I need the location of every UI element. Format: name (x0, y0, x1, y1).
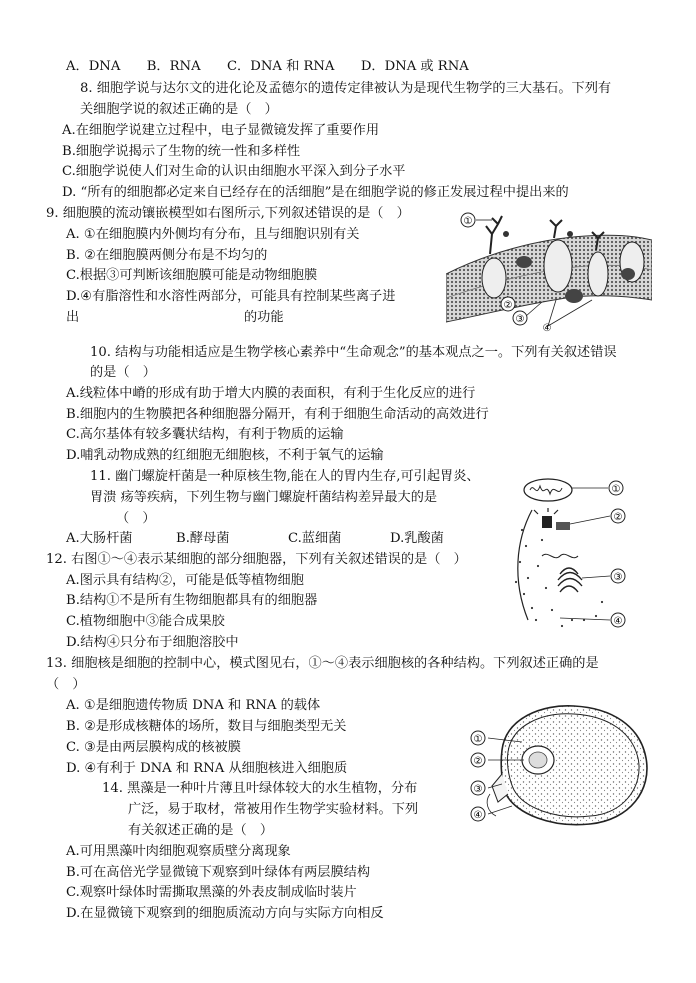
q11-option-c: C.蓝细菌 (288, 531, 342, 546)
q14-option-b: B.可在高倍光学显微镜下观察到叶绿体有两层膜结构 (66, 865, 371, 880)
q10-option-c: C.高尔基体有较多囊状结构，有利于物质的运输 (66, 427, 344, 442)
membrane-model-figure (446, 204, 652, 334)
q10-stem-line2: 的是（ ） (90, 365, 156, 380)
q14-stem-line3: 有关叙述正确的是（ ） (128, 823, 274, 838)
organelles-figure (502, 470, 632, 634)
q14-stem-line2: 广泛，易于取材，常被用作生物学实验材料。下列 (128, 802, 419, 817)
q12-option-b: B.结构①不是所有生物细胞都具有的细胞器 (66, 593, 318, 608)
q9-option-c: C.根据③可判断该细胞膜可能是动物细胞膜 (66, 268, 318, 283)
q11-stem-line1: 11. 幽门螺旋杆菌是一种原核生物,能在人的胃内生存,可引起胃炎、 (90, 469, 480, 484)
q14-option-a: A.可用黑藻叶肉细胞观察质壁分离现象 (66, 844, 291, 859)
q11-stem-line2: 胃溃 疡等疾病，下列生物与幽门螺旋杆菌结构差异最大的是 (90, 490, 438, 505)
nucleus-label-1: ① (473, 734, 483, 745)
organelle-label-3: ③ (613, 572, 623, 583)
q11-option-d: D.乳酸菌 (390, 531, 444, 546)
q13-option-d: D. ④有利于 DNA 和 RNA 从细胞核进入细胞质 (66, 761, 348, 776)
q10-stem-line1: 10. 结构与功能相适应是生物学核心素养中“生命观念”的基本观点之一。下列有关叙述错误 (90, 345, 617, 360)
q13-stem-line2: （ ） (46, 677, 86, 692)
q9-option-d-line1: D.④有脂溶性和水溶性两部分，可能具有控制某些离子进 (66, 289, 396, 304)
q10-option-b: B.细胞内的生物膜把各种细胞器分隔开，有利于细胞生命活动的高效进行 (66, 407, 489, 422)
q12-option-a: A.图示具有结构②，可能是低等植物细胞 (66, 573, 304, 588)
q13-option-c: C. ③是由两层膜构成的核被膜 (66, 740, 241, 755)
membrane-label-1: ① (463, 216, 473, 227)
membrane-label-3: ③ (515, 314, 525, 325)
organelle-label-1: ① (611, 484, 621, 495)
q12-stem: 12. 右图①～④表示某细胞的部分细胞器，下列有关叙述错误的是（ ） (46, 552, 467, 567)
q14-option-d: D.在显微镜下观察到的细胞质流动方向与实际方向相反 (66, 906, 384, 921)
organelle-label-2: ② (613, 512, 623, 523)
q13-option-a: A. ①是细胞遗传物质 DNA 和 RNA 的载体 (66, 698, 321, 713)
q8-stem-line2: 关细胞学说的叙述正确的是（ ） (80, 102, 278, 117)
q10-option-d: D.哺乳动物成熟的红细胞无细胞核，不利于氧气的运输 (66, 448, 384, 463)
q8-option-d: D. “所有的细胞都必定来自已经存在的活细胞”是在细胞学说的修正发展过程中提出来的 (62, 185, 569, 200)
q9-option-d-line2b: 的功能 (244, 310, 284, 325)
q9-option-b: B. ②在细胞膜两侧分布是不均匀的 (66, 248, 268, 263)
q8-stem-line1: 8. 细胞学说与达尔文的进化论及孟德尔的遗传定律被认为是现代生物学的三大基石。下列有 (80, 81, 612, 96)
q12-option-c: C.植物细胞中③能合成果胶 (66, 614, 225, 629)
q14-option-c: C.观察叶绿体时需撕取黑藻的外表皮制成临时装片 (66, 885, 357, 900)
q7-options: A．DNA B．RNA C．DNA 和 RNA D．DNA 或 RNA (66, 59, 469, 74)
q13-option-b: B. ②是形成核糖体的场所，数目与细胞类型无关 (66, 719, 347, 734)
q14-stem-line1: 14. 黑藻是一种叶片薄且叶绿体较大的水生植物，分布 (102, 781, 418, 796)
q11-option-b: B.酵母菌 (176, 531, 230, 546)
q11-option-a: A.大肠杆菌 (66, 531, 133, 546)
nucleus-label-3: ③ (473, 784, 483, 795)
q9-stem: 9. 细胞膜的流动镶嵌模型如右图所示,下列叙述错误的是（ ） (46, 206, 410, 221)
membrane-label-4: ④ (542, 323, 552, 334)
membrane-label-2: ② (503, 300, 513, 311)
q8-option-b: B.细胞学说揭示了生物的统一性和多样性 (62, 144, 301, 159)
q11-stem-line3: （ ） (116, 511, 156, 526)
nucleus-label-4: ④ (473, 810, 483, 821)
q9-option-a: A. ①在细胞膜内外侧均有分布，且与细胞识别有关 (66, 227, 360, 242)
q13-stem-line1: 13. 细胞核是细胞的控制中心，模式图见右，①～④表示细胞核的各种结构。下列叙述正确的是 (46, 656, 599, 671)
q10-option-a: A.线粒体中嵴的形成有助于增大内膜的表面积，有利于生化反应的进行 (66, 386, 476, 401)
q9-option-d-line2a: 出 (66, 310, 80, 325)
nucleus-figure (462, 690, 662, 830)
nucleus-label-2: ② (473, 756, 483, 767)
organelle-label-4: ④ (613, 616, 623, 627)
q8-option-c: C.细胞学说使人们对生命的认识由细胞水平深入到分子水平 (62, 164, 406, 179)
q12-option-d: D.结构④只分布于细胞溶胶中 (66, 635, 239, 650)
q8-option-a: A.在细胞学说建立过程中，电子显微镜发挥了重要作用 (62, 123, 380, 138)
